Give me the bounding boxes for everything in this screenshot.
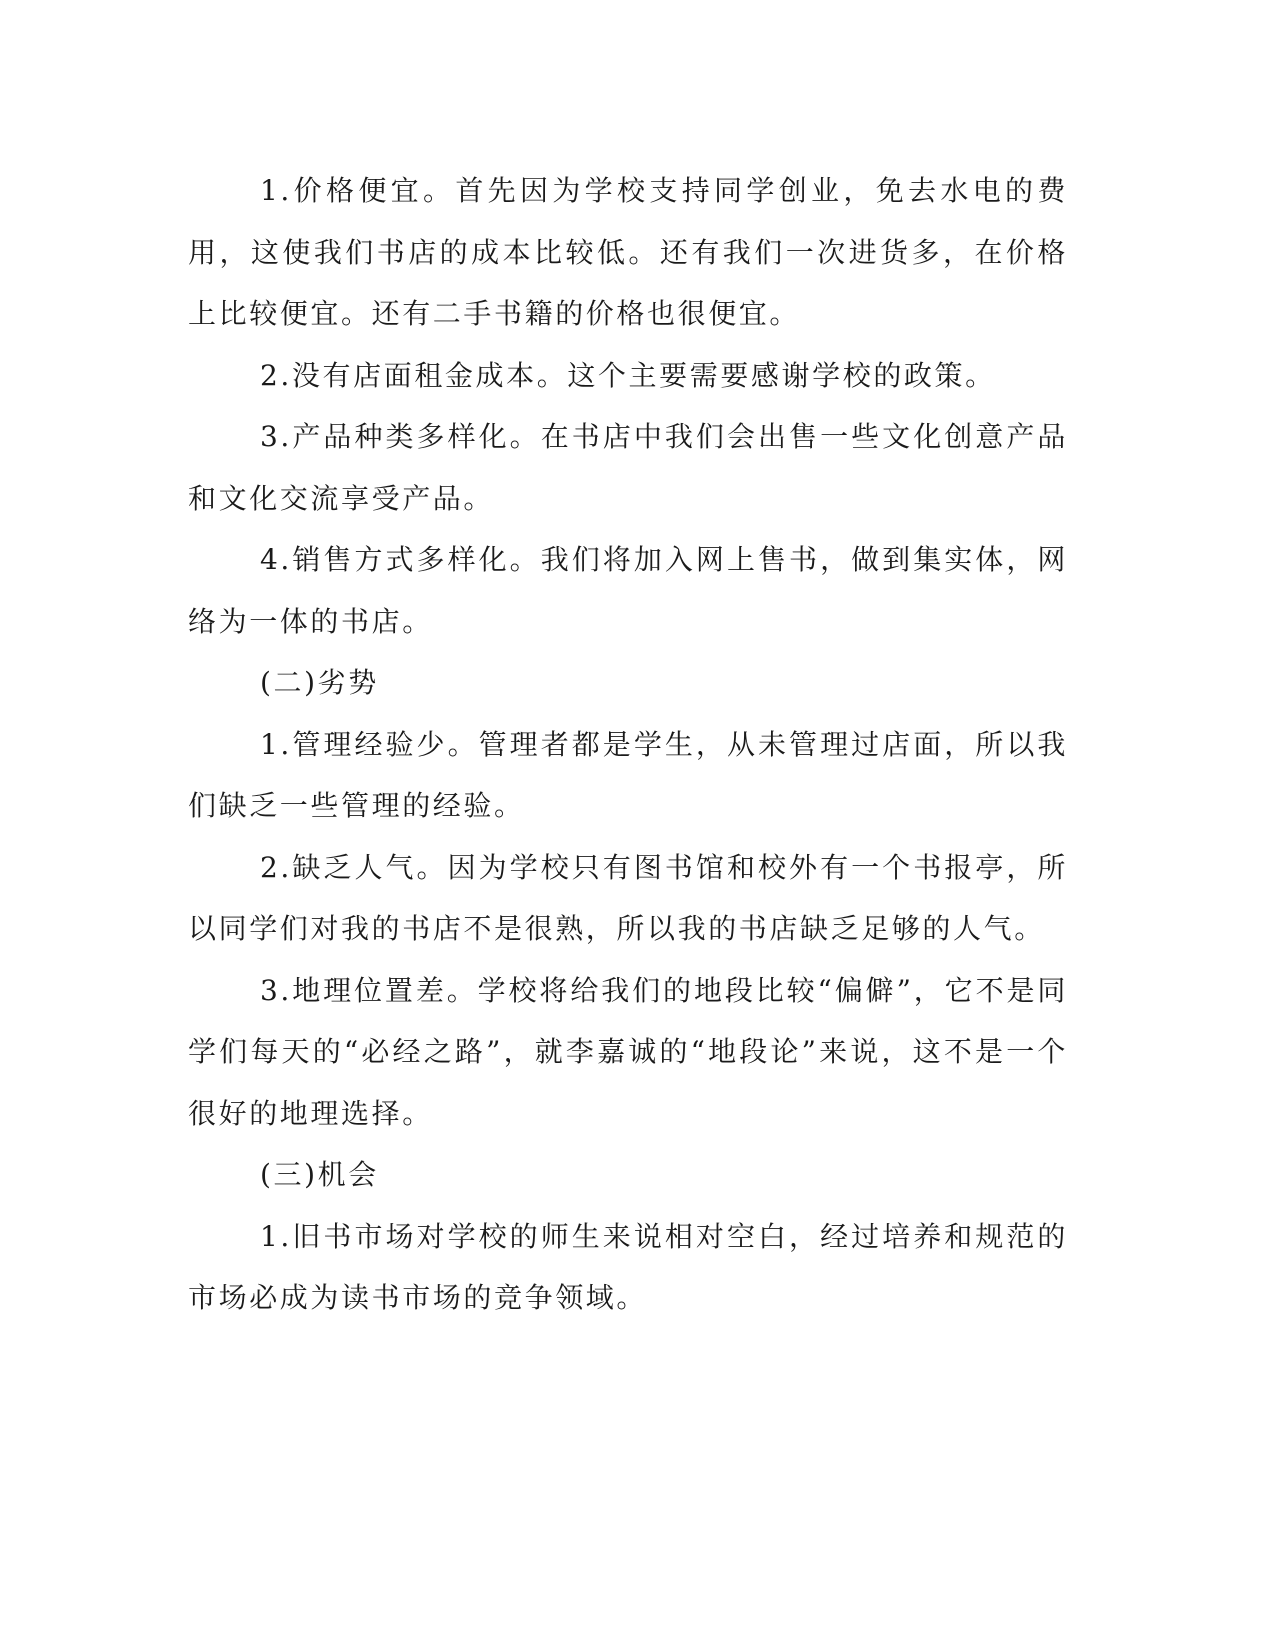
paragraph-weakness-3: 3.地理位置差。学校将给我们的地段比较“偏僻”，它不是同学们每天的“必经之路”，就李嘉诚的“地段论”来说，这不是一个很好的地理选择。 xyxy=(188,973,1068,1130)
paragraph-weakness-1: 1.管理经验少。管理者都是学生，从未管理过店面，所以我们缺乏一些管理的经验。 xyxy=(188,727,1068,822)
section-heading-weaknesses: (二)劣势 xyxy=(260,666,379,699)
paragraph-advantage-4: 4.销售方式多样化。我们将加入网上售书，做到集实体，网络为一体的书店。 xyxy=(188,543,1068,638)
document-body xyxy=(188,160,1068,1329)
paragraph-weakness-2: 2.缺乏人气。因为学校只有图书馆和校外有一个书报亭，所以同学们对我的书店不是很熟，所以我的书店缺乏足够的人气。 xyxy=(188,850,1068,945)
paragraph-opportunity-1: 1.旧书市场对学校的师生来说相对空白，经过培养和规范的市场必成为读书市场的竞争领域。 xyxy=(188,1219,1068,1314)
section-heading-opportunities: (三)机会 xyxy=(260,1158,379,1191)
paragraph-advantage-3: 3.产品种类多样化。在书店中我们会出售一些文化创意产品和文化交流享受产品。 xyxy=(188,420,1068,515)
paragraph-advantage-1: 1.价格便宜。首先因为学校支持同学创业，免去水电的费用，这使我们书店的成本比较低。还有我们一次进货多，在价格上比较便宜。还有二手书籍的价格也很便宜。 xyxy=(188,174,1068,330)
paragraph-advantage-2: 2.没有店面租金成本。这个主要需要感谢学校的政策。 xyxy=(260,358,996,392)
